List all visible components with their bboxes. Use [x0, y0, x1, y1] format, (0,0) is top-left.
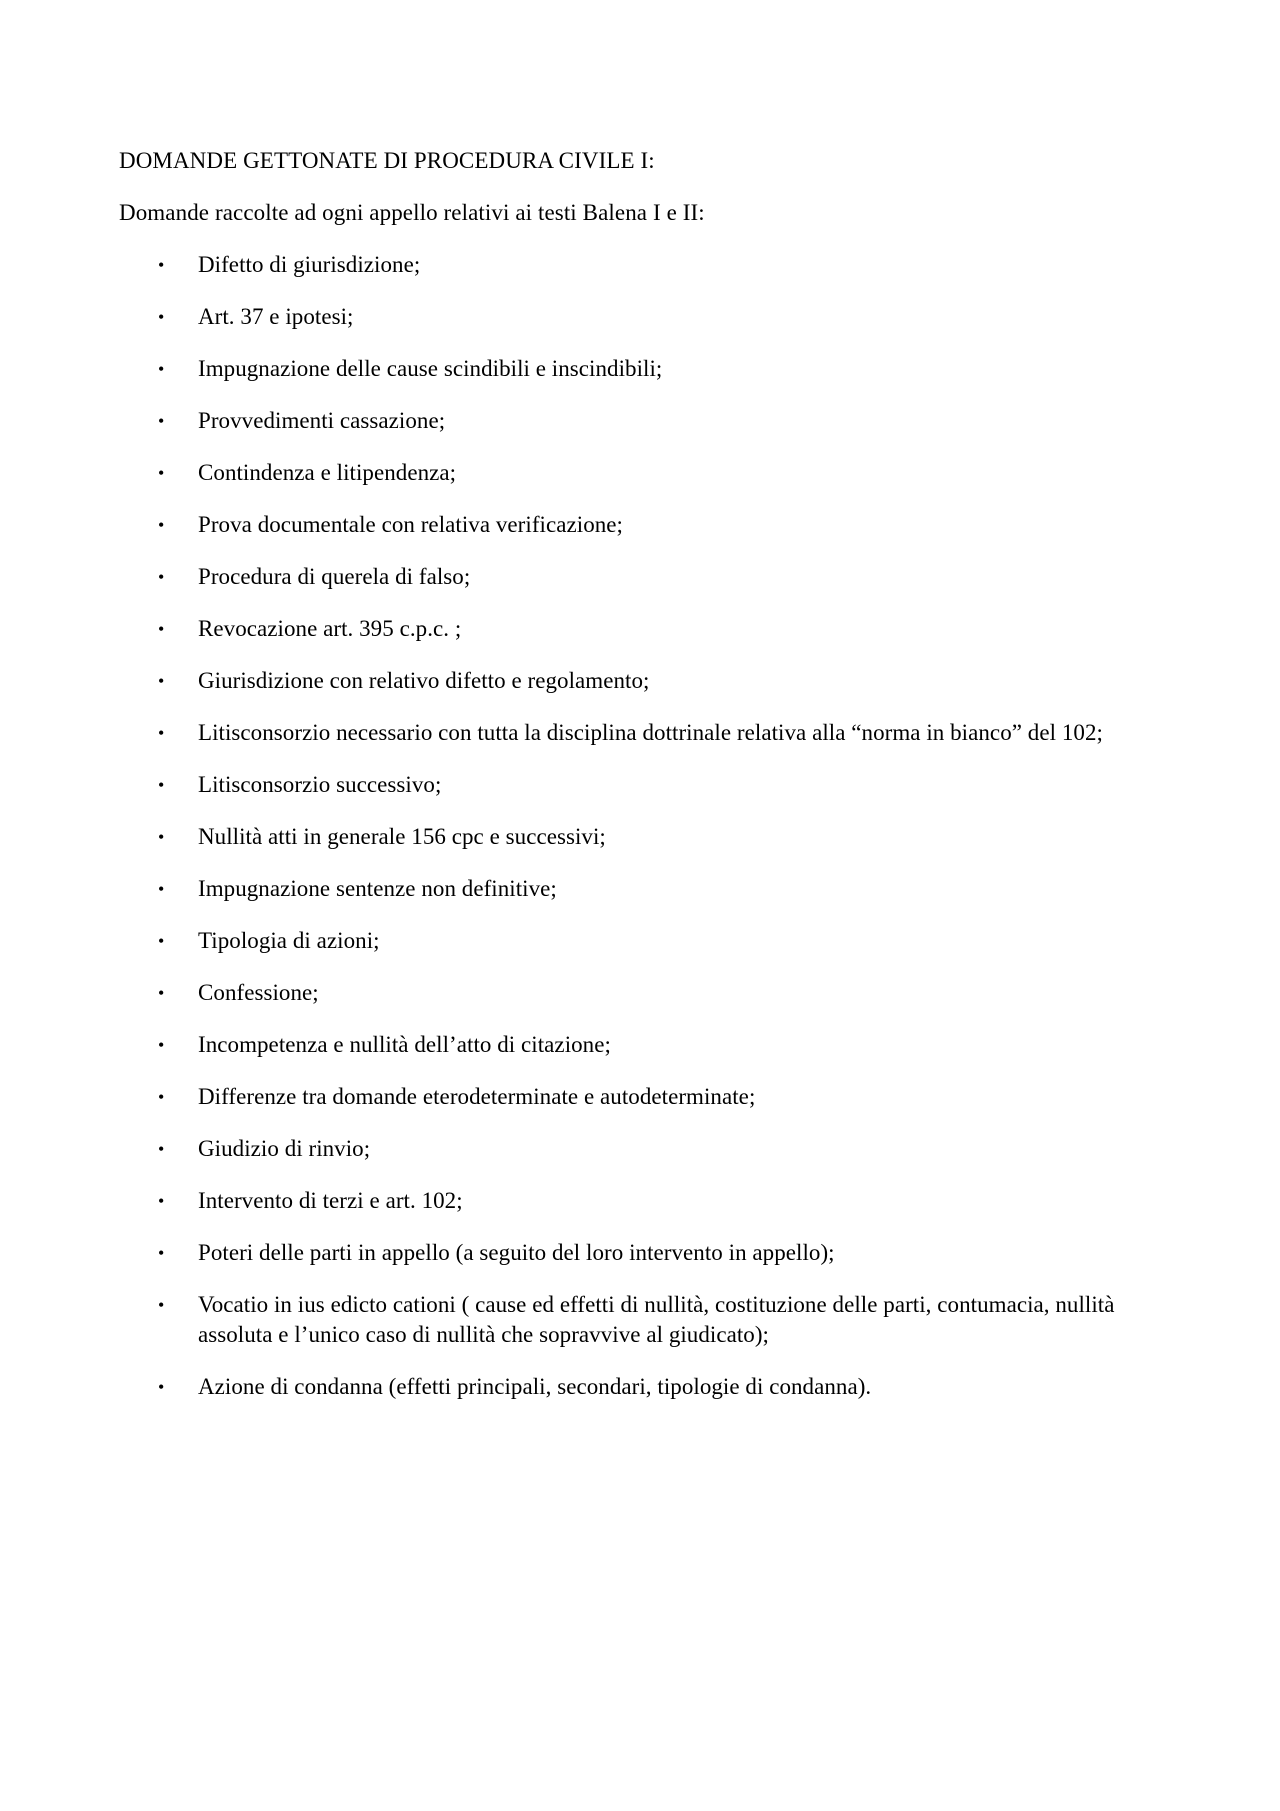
- list-item-text: Impugnazione sentenze non definitive;: [198, 876, 557, 901]
- list-item-text: Procedura di querela di falso;: [198, 564, 471, 589]
- bullet-icon: •: [158, 827, 165, 847]
- list-item: [119, 354, 1169, 384]
- list-item: [119, 510, 1169, 540]
- bullet-icon: •: [158, 359, 165, 379]
- list-item-text: Incompetenza e nullità dell’atto di citazione;: [198, 1032, 611, 1057]
- document-title: DOMANDE GETTONATE DI PROCEDURA CIVILE I:: [119, 148, 655, 173]
- list-item: [119, 874, 1169, 904]
- bullet-icon: •: [158, 1139, 165, 1159]
- list-item-text: Prova documentale con relativa verificazione;: [198, 512, 623, 537]
- list-item: [119, 302, 1169, 332]
- list-item-text: Nullità atti in generale 156 cpc e successivi;: [198, 824, 606, 849]
- list-item: [119, 770, 1169, 800]
- bullet-icon: •: [158, 307, 165, 327]
- list-item: [119, 614, 1169, 644]
- list-item-text: Litisconsorzio successivo;: [198, 772, 442, 797]
- list-item-text: Difetto di giurisdizione;: [198, 252, 421, 277]
- bullet-icon: •: [158, 515, 165, 535]
- list-item: [119, 1290, 1169, 1350]
- list-item: [119, 1134, 1169, 1164]
- list-item: [119, 822, 1169, 852]
- list-item: [119, 458, 1169, 488]
- list-item-text: Tipologia di azioni;: [198, 928, 380, 953]
- list-item-text: Revocazione art. 395 c.p.c. ;: [198, 616, 462, 641]
- list-item-text: Impugnazione delle cause scindibili e inscindibili;: [198, 356, 663, 381]
- list-item-text: Giurisdizione con relativo difetto e regolamento;: [198, 668, 650, 693]
- list-item: [119, 1238, 1169, 1268]
- bullet-icon: •: [158, 619, 165, 639]
- bullet-icon: •: [158, 671, 165, 691]
- list-item: [119, 926, 1169, 956]
- list-item-text: Confessione;: [198, 980, 319, 1005]
- question-list: [119, 250, 1169, 1402]
- bullet-icon: •: [158, 1191, 165, 1211]
- bullet-icon: •: [158, 983, 165, 1003]
- list-item: [119, 1030, 1169, 1060]
- list-item-text: Differenze tra domande eterodeterminate e autodeterminate;: [198, 1084, 756, 1109]
- bullet-icon: •: [158, 411, 165, 431]
- list-item: [119, 562, 1169, 592]
- list-item-text: Intervento di terzi e art. 102;: [198, 1188, 463, 1213]
- bullet-icon: •: [158, 723, 165, 743]
- list-item-text: Provvedimenti cassazione;: [198, 408, 446, 433]
- bullet-icon: •: [158, 567, 165, 587]
- bullet-icon: •: [158, 463, 165, 483]
- bullet-icon: •: [158, 931, 165, 951]
- list-item: [119, 1082, 1169, 1112]
- list-item-text: Giudizio di rinvio;: [198, 1136, 371, 1161]
- list-item-text: Art. 37 e ipotesi;: [198, 304, 354, 329]
- bullet-icon: •: [158, 1087, 165, 1107]
- list-item-text: Vocatio in ius edicto cationi ( cause ed effetti di nullità, costituzione delle parti, contumacia, nullità assoluta e l’unico caso di nullità che sopravvive al giudicato);: [198, 1292, 1115, 1347]
- list-item: [119, 406, 1169, 436]
- bullet-icon: •: [158, 255, 165, 275]
- list-item-text: Litisconsorzio necessario con tutta la disciplina dottrinale relativa alla “norma in bianco” del 102;: [198, 720, 1103, 745]
- list-item: [119, 1186, 1169, 1216]
- list-item-text: Azione di condanna (effetti principali, secondari, tipologie di condanna).: [198, 1374, 872, 1399]
- list-item-text: Contindenza e litipendenza;: [198, 460, 457, 485]
- document-intro: Domande raccolte ad ogni appello relativi ai testi Balena I e II:: [119, 200, 705, 225]
- bullet-icon: •: [158, 1243, 165, 1263]
- document-body: [119, 146, 1169, 1424]
- bullet-icon: •: [158, 775, 165, 795]
- bullet-icon: •: [158, 1377, 165, 1397]
- list-item: [119, 666, 1169, 696]
- bullet-icon: •: [158, 1035, 165, 1055]
- bullet-icon: •: [158, 1295, 165, 1315]
- list-item-text: Poteri delle parti in appello (a seguito del loro intervento in appello);: [198, 1240, 835, 1265]
- list-item: [119, 978, 1169, 1008]
- list-item: [119, 1372, 1169, 1402]
- bullet-icon: •: [158, 879, 165, 899]
- list-item: [119, 250, 1169, 280]
- list-item: [119, 718, 1169, 748]
